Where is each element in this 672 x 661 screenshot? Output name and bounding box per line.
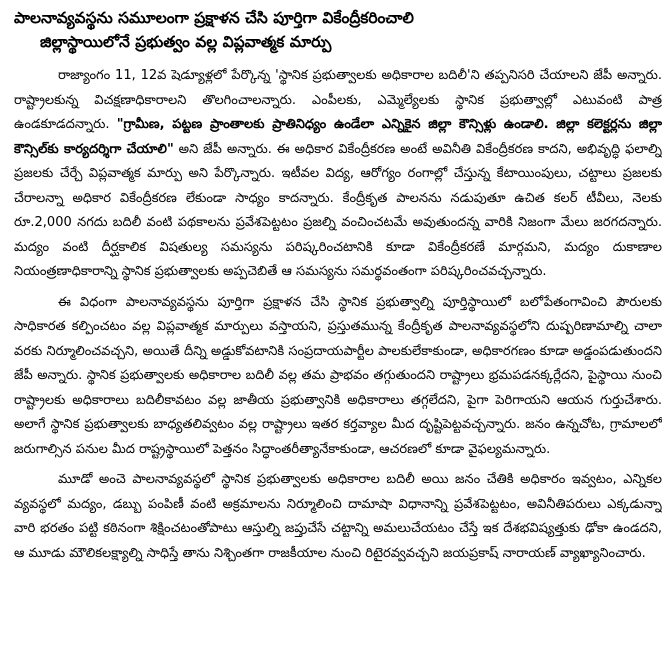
paragraph-1-bold-quote: "గ్రామీణ, పట్టణ ప్రాంతాలకు ప్రాతినిధ్యం ఉండేలా ఎన్నికైన జిల్లా కౌన్సిళ్లు ఉండాలి. జిల్లా కలెక్టర్లను జిల్లా కౌన్సిల్‌కు కార్యదర్శిగా చేయాలి" — [14, 117, 662, 157]
paragraph-3: మూడో అంచె పాలనావ్యవస్థలో స్థానిక ప్రభుత్వాలకు అధికారాల బదిలీ అయి జనం చేతికి అధికారం ఇవ్వటం, ఎన్నికల వ్యవస్థలో మద్యం, డబ్బు పంపిణీ వంటి అక్రమాలను నిర్మూలించి దామాషా విధానాన్ని ప్రవేశపెట్టటం, అవినీతిపరులు ఎక్కడున్నా వారి భరతం పట్టి కఠినంగా శిక్షించటంతోపాటు ఆస్తుల్ని జప్తుచేసే చట్టాన్ని అమలుచేయటం చేస్తే ఇక దేశభవిష్యత్తుకు ఢోకా ఉండదని, ఆ మూడు మౌలికలక్ష్యాల్ని సాధిస్తే తాను నిశ్చింతగా రాజకీయాల నుంచి రిటైరవ్వవచ్చని జయప్రకాష్ నారాయణ్ వ్యాఖ్యానించారు. — [14, 472, 662, 561]
headline-line-2: జిల్లాస్థాయిలోనే ప్రభుత్వం వల్ల విప్లవాత్మక మార్పు — [40, 33, 332, 51]
headline-line-1: పాలనావ్యవస్థను సమూలంగా ప్రక్షాళన చేసి పూర్తిగా వికేంద్రీకరించాలి — [14, 9, 414, 27]
paragraph-2: ఈ విధంగా పాలనావ్యవస్థను పూర్తిగా ప్రక్షాళన చేసి స్థానిక ప్రభుత్వాల్ని పూర్తిస్థాయిలో బలోపేతంగావించి పౌరులకు సాధికారత కల్పించటం వల్ల విప్లవాత్మక మార్పులు వస్తాయని, ప్రస్తుతమున్న కేంద్రీకృత పాలనావ్యవస్థలోని దుష్పరిణామాల్ని చాలా వరకు నిర్మూలించవచ్చని, అయితే దీన్ని అడ్డుకోవటానికి సంప్రదాయపార్టీల పాలకులేకాకుండా, అధికారగణం కూడా అడ్డంపడుతుందని జేపీ అన్నారు. స్థానిక ప్రభుత్వాలకు అధికారాల బదిలీ వల్ల తమ ప్రాభవం తగ్గుతుందని రాష్ట్రాలు భ్రమపడనక్కర్లేదని, పైస్థాయి నుంచి రాష్ట్రాలకు అధికారాలు బదిలీకావటం వల్ల జాతీయ ప్రభుత్వానికి అధికారాలు తగ్గలేదని, పైగా పెరిగాయని ఆయన గుర్తుచేశారు. అలాగే స్థానిక ప్రభుత్వాలకు బాధ్యతలివ్వటం వల్ల రాష్ట్రాలు ఇతర కర్తవ్యాల మీద దృష్టిపెట్టవచ్చన్నారు. జనం ఉన్నచోట, గ్రామాలలో జరుగాల్సిన పనుల మీద రాష్ట్రస్థాయిలో పెత్తనం సిద్ధాంతరీత్యానేకాకుండా, ఆచరణలో కూడా వైఫల్యమన్నారు. — [14, 294, 662, 457]
paragraph-1-text-start: రాజ్యాంగం 11, 12వ షెడ్యూళ్లలో పేర్కొన్న 'స్థానిక ప్రభుత్వాలకు అధికారాల బదిలీ'ని తప్పనిసరి చేయాలని జేపీ అన్నారు. రాష్ట్రాలకున్న విచక్షణాధికారాలని తొలగించాలన్నారు. ఎంపీలకు, ఎమ్మెల్యేలకు స్థానిక ప్రభుత్వాల్లో ఎటువంటి పాత్ర ఉండకూడదన్నారు. — [14, 68, 662, 132]
paragraph-1-text-end: అని జేపీ అన్నారు. ఈ అధికార వికేంద్రీకరణ అంటే అవినీతి వికేంద్రీకరణ కాదని, అభివృద్ధి ఫలాల్ని ప్రజలకు చేర్చే విప్లవాత్మక మార్పు అని పేర్కొన్నారు. ఇటీవల విద్య, ఆరోగ్యం రంగాల్లో చేస్తున్న కేటాయింపులు, చట్టాలు ప్రజలకు చేరాలన్నా అధికార వికేంద్రీకరణ లేకుండా సాధ్యం కాదన్నారు. కేంద్రీకృత పాలనను నడుపుతూ ఉచిత కలర్ టీవీలు, నెలకు రూ.2,000 నగదు బదిలీ వంటి పథకాలను ప్రవేశపెట్టటం ప్రజల్ని వంచించటమే అవుతుందన్న వారికి నిజంగా మేలు జరగదన్నారు. మద్యం వంటి దీర్ఘకాలిక విషతుల్య సమస్యను పరిష్కరించటానికి కూడా వికేంద్రీకరణే మార్గమని, మద్యం దుకాణాల నియంత్రణాధికారాన్ని స్థానిక ప్రభుత్వాలకు అప్పచెబితే ఆ సమస్యను సమర్థవంతంగా పరిష్కరించవచ్చన్నారు. — [14, 141, 662, 279]
paragraph-1 — [14, 64, 662, 285]
